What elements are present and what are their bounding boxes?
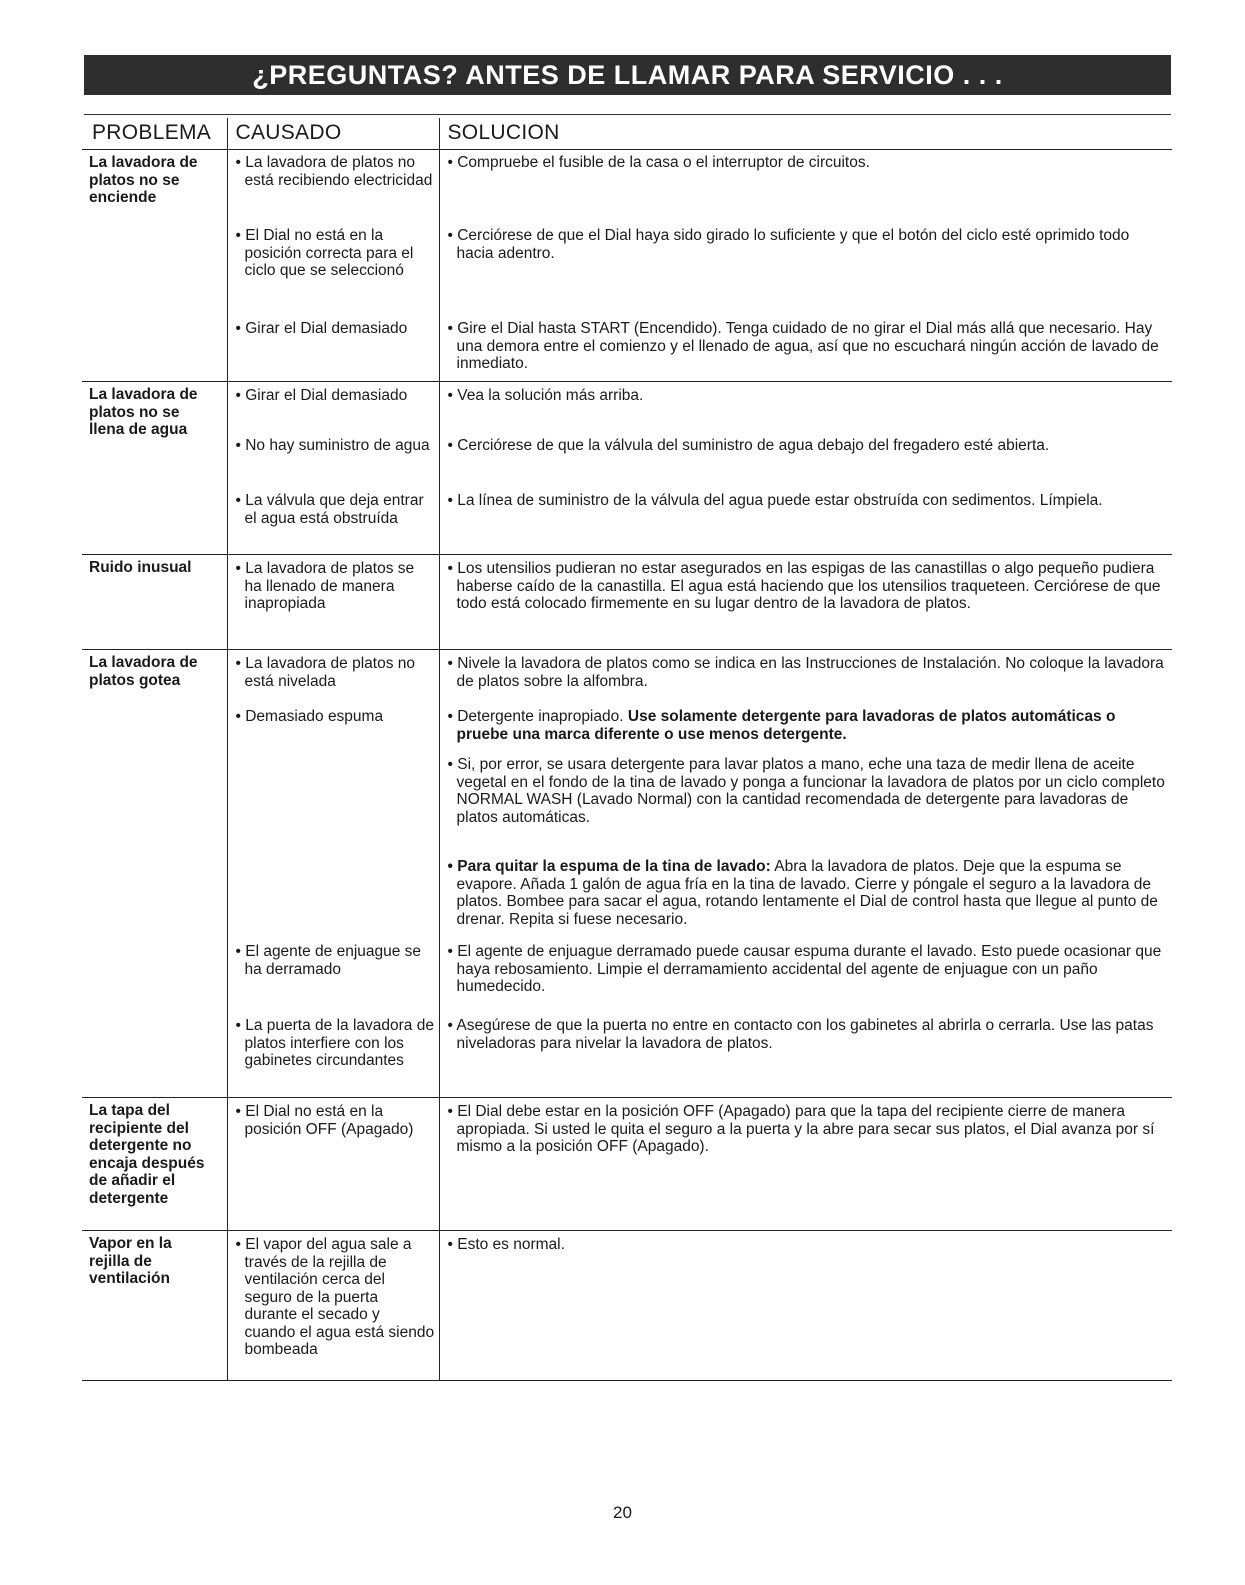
page-banner — [84, 55, 1171, 95]
problem-cell — [82, 555, 227, 650]
solution-item: • El Dial debe estar en la posición OFF (Apagado) para que la tapa del recipiente cierre de manera apropiada. Si usted le quita el seguro a la puerta y la abre para secar sus platos, el Dial avanza por sí mismo a la posición OFF (Apagado). — [447, 1103, 1155, 1155]
cause-item: • La puerta de la lavadora de platos interfiere con los gabinetes circundantes — [235, 1017, 434, 1069]
solution-item: • Compruebe el fusible de la casa o el interruptor de circuitos. — [447, 154, 870, 171]
header-problem: PROBLEMA — [82, 118, 227, 150]
table-row — [82, 1231, 1172, 1381]
table-row — [82, 650, 1172, 1098]
solution-emphasis: • Para quitar la espuma de la tina de lavado: — [447, 858, 771, 875]
cause-item: • La lavadora de platos no está recibiendo electricidad — [235, 154, 433, 189]
cause-item: • El vapor del agua sale a través de la rejilla de ventilación cerca del seguro de la puerta durante el secado y cuando el agua está siendo bombeada — [235, 1236, 435, 1358]
cause-item: • La lavadora de platos se ha llenado de manera inapropiada — [235, 560, 415, 612]
cause-cell — [227, 382, 439, 555]
problem-text: La lavadora de platos no se llena de agua — [89, 386, 198, 438]
cause-item: • La válvula que deja entrar el agua está obstruída — [235, 492, 424, 527]
table-row — [82, 555, 1172, 650]
cause-item: • Girar el Dial demasiado — [235, 320, 408, 337]
solution-cell — [439, 1098, 1172, 1231]
header-cause: CAUSADO — [227, 118, 439, 150]
solution-cell — [439, 150, 1172, 382]
solution-text: Abra la lavadora de platos. Deje que la espuma se evapore. Añada 1 galón de agua fría en la tina de lavado. Cierre y póngale el seguro a la lavadora de platos. Bombee para sacar el agua, rotando lentamente el Dial de control hasta que llegue al punto de drenar. Repita si fuese necesario. — [456, 858, 1158, 928]
solution-item: • Cerciórese de que el Dial haya sido girado lo suficiente y que el botón del ciclo esté oprimido todo hacia adentro. — [447, 227, 1130, 262]
cause-cell — [227, 150, 439, 382]
solution-cell — [439, 1231, 1172, 1381]
problem-cell — [82, 1098, 227, 1231]
problem-cell — [82, 1231, 227, 1381]
solution-cell — [439, 382, 1172, 555]
solution-item: • Nivele la lavadora de platos como se indica en las Instrucciones de Instalación. No coloque la lavadora de platos sobre la alfombra. — [447, 655, 1164, 690]
divider — [84, 114, 1171, 115]
solution-item — [440, 858, 1173, 928]
problem-text: Vapor en la rejilla de ventilación — [89, 1235, 172, 1287]
cause-item: • El Dial no está en la posición OFF (Apagado) — [235, 1103, 414, 1138]
problem-text: La tapa del recipiente del detergente no encaja después de añadir el detergente — [89, 1102, 205, 1207]
header-solution: SOLUCION — [439, 118, 1172, 150]
cause-cell — [227, 555, 439, 650]
solution-item: • La línea de suministro de la válvula del agua puede estar obstruída con sedimentos. Límpiela. — [447, 492, 1103, 509]
problem-text: La lavadora de platos no se enciende — [89, 154, 198, 206]
table-row — [82, 1098, 1172, 1231]
table-header-row — [82, 118, 1172, 150]
solution-item: • Asegúrese de que la puerta no entre en contacto con los gabinetes al abrirla o cerrarla. Use las patas niveladoras para nivelar la lavadora de platos. — [447, 1017, 1154, 1052]
solution-item: • Los utensilios pudieran no estar asegurados en las espigas de las canastillas o algo pequeño pudiera haberse caído de la canastilla. El agua está haciendo que los utensilios traqueteen. Cerciórese de que todo está colocado firmemente en su lugar dentro de la lavadora de platos. — [447, 560, 1161, 612]
cause-item: • Demasiado espuma — [235, 708, 384, 725]
solution-item: • Gire el Dial hasta START (Encendido). Tenga cuidado de no girar el Dial más allá que necesario. Hay una demora entre el comienzo y el llenado de agua, así que no escuchará ningún acción de lavado de inmediato. — [447, 320, 1159, 372]
solution-cell — [439, 555, 1172, 650]
solution-item: • Vea la solución más arriba. — [447, 387, 644, 404]
problem-text: La lavadora de platos gotea — [89, 654, 198, 689]
problem-cell — [82, 650, 227, 1098]
page-number: 20 — [613, 1503, 632, 1522]
cause-cell — [227, 650, 439, 1098]
table-row — [82, 150, 1172, 382]
cause-item: • El Dial no está en la posición correcta para el ciclo que se seleccionó — [235, 227, 414, 279]
solution-item: • Cerciórese de que la válvula del suministro de agua debajo del fregadero esté abierta. — [447, 437, 1050, 454]
cause-cell — [227, 1231, 439, 1381]
table-row — [82, 382, 1172, 555]
problem-text: Ruido inusual — [89, 559, 192, 576]
cause-item: • Girar el Dial demasiado — [235, 387, 408, 404]
solution-item: • Si, por error, se usara detergente para lavar platos a mano, eche una taza de medir llena de aceite vegetal en el fondo de la tina de lavado y ponga a funcionar la lavadora de platos por un ciclo completo NORMAL WASH (Lavado Normal) con la cantidad recomendada de detergente para lavadoras de platos automáticas. — [447, 756, 1165, 826]
solution-emphasis: Use solamente detergente para lavadoras de platos automáticas o pruebe una marca diferente o use menos detergente. — [456, 708, 1116, 743]
banner-title: ¿PREGUNTAS? ANTES DE LLAMAR PARA SERVICIO . . . — [252, 59, 1003, 90]
cause-cell — [227, 1098, 439, 1231]
solution-item: • El agente de enjuague derramado puede causar espuma durante el lavado. Esto puede ocasionar que haya rebosamiento. Limpie el derramamiento accidental del agente de enjuague con un paño humedecido. — [447, 943, 1162, 995]
solution-text: • Detergente inapropiado. — [447, 708, 624, 725]
troubleshooting-table — [82, 118, 1172, 1381]
problem-cell — [82, 382, 227, 555]
cause-item: • La lavadora de platos no está nivelada — [235, 655, 415, 690]
solution-cell — [439, 650, 1172, 1098]
problem-cell — [82, 150, 227, 382]
cause-item: • El agente de enjuague se ha derramado — [235, 943, 422, 978]
solution-item: • Esto es normal. — [447, 1236, 565, 1253]
cause-item: • No hay suministro de agua — [235, 437, 430, 454]
solution-item — [440, 708, 1173, 743]
